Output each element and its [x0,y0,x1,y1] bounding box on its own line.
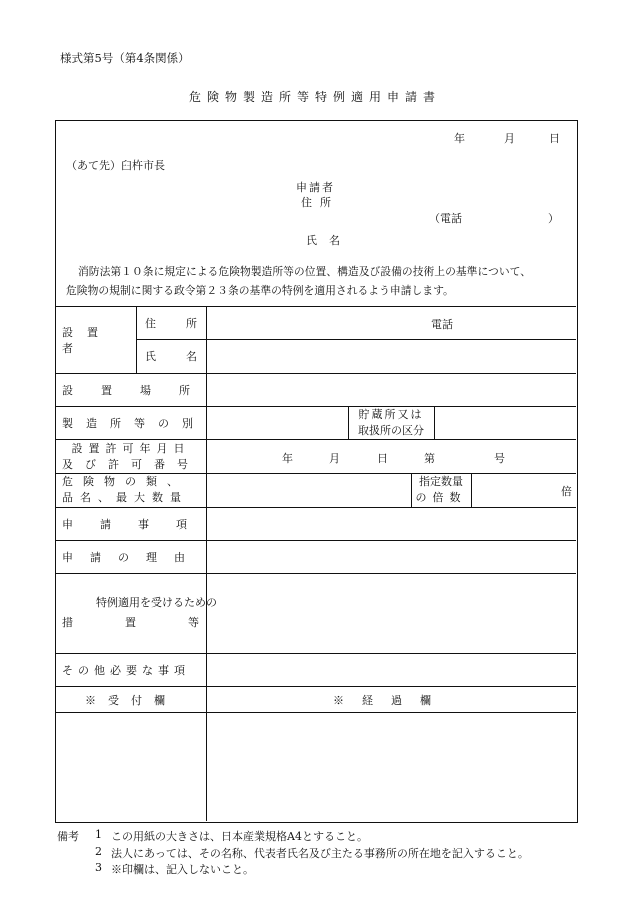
installer-phone-label: 電話 [431,318,453,331]
permit-no-label: 第 [424,452,435,465]
addressee: （あて先）臼杵市長 [66,159,165,172]
location-text: 設置場所 [62,383,218,397]
progress-header [206,687,576,712]
multiple-unit: 倍 [561,485,572,498]
application-form-frame [55,120,578,823]
facility-type-label [62,406,206,439]
facility-type-text: 製造所等の別 [62,416,206,430]
applicant-phone-label: （電話 [429,212,462,225]
measures-label-line2: 措置等 [62,616,251,629]
applicant-heading: 申請者 [296,181,335,194]
other-label [62,653,190,686]
request-items-text: 申請事項 [62,517,214,531]
note-3-text: ※印欄は、記入しないこと。 [111,863,254,876]
note-2-text: 法人にあっては、その名称、代表者氏名及び主たる事務所の所在地を記入すること。 [111,847,529,860]
reception-header [56,687,206,712]
reason-text: 申請の理由 [62,550,202,564]
notes-heading: 備考 [57,830,79,843]
storage-label-line1: 貯蔵所又は [358,407,424,421]
permit-label [62,440,200,473]
request-items-label [62,507,214,540]
request-text-line2: 危険物の規制に関する政令第２３条の基準の特例を適用されるよう申請します。 [66,284,454,297]
note-1-text: この用紙の大きさは、日本産業規格A4とすること。 [111,830,368,843]
applicant-name-label: 氏名 [306,234,352,247]
column-divider [434,406,435,439]
hazmat-label-line1: 危険物の類、 [62,475,188,488]
installer-name-text: 氏名 [145,350,227,363]
date-year-label: 年 [454,132,465,145]
hazmat-label [62,473,188,507]
storage-label-line2: 取扱所の区分 [358,423,424,437]
applicant-address-label: 住所 [301,196,339,209]
storage-category-label [348,406,434,439]
other-text: その他必要な事項 [62,663,190,677]
reception-field [56,713,206,821]
date-month-label: 月 [504,132,515,145]
installer-name-label [136,339,227,373]
installer-address-label [136,306,227,339]
designated-multiple-label [411,473,471,507]
multiple-label-line1: 指定数量 [419,475,463,488]
installer-label [62,306,130,373]
progress-field [206,713,576,821]
applicant-phone-close: ） [548,212,559,225]
measures-label-line1: 特例適用を受けるための [96,596,217,609]
note-3-number: 3 [95,861,102,874]
location-label [62,373,218,406]
permit-day-label: 日 [377,452,388,465]
permit-label-line1: 設置許可年月日 [71,441,191,455]
hazmat-label-line2: 品名、最大数量 [62,491,188,504]
permit-year-label: 年 [282,452,293,465]
measures-field[interactable] [206,573,576,653]
divider [56,306,576,307]
permit-label-line2: 及び許可番号 [62,457,200,471]
form-number: 様式第5号（第4条関係） [60,51,190,65]
permit-number-label: 号 [494,452,505,465]
request-items-field[interactable] [206,507,576,540]
reason-field[interactable] [206,540,576,573]
multiple-label-line2: の倍数 [415,491,467,504]
reception-text: ※受付欄 [85,693,177,707]
date-day-label: 日 [549,132,560,145]
column-divider [471,473,472,507]
location-field[interactable] [206,373,576,406]
form-title: 危険物製造所等特例適用申請書 [188,90,441,104]
permit-month-label: 月 [329,452,340,465]
note-1-number: 1 [95,828,102,841]
installer-address-text: 住所 [145,316,227,330]
installer-text: 設置者 [62,325,112,355]
other-field[interactable] [206,653,576,686]
installer-name-field[interactable] [206,339,576,373]
request-text-line1: 消防法第１０条に規定による危険物製造所等の位置、構造及び設備の技術上の基準について、 [78,265,532,278]
note-2-number: 2 [95,845,102,858]
progress-text: ※経過欄 [333,693,449,707]
reason-label [62,540,202,573]
